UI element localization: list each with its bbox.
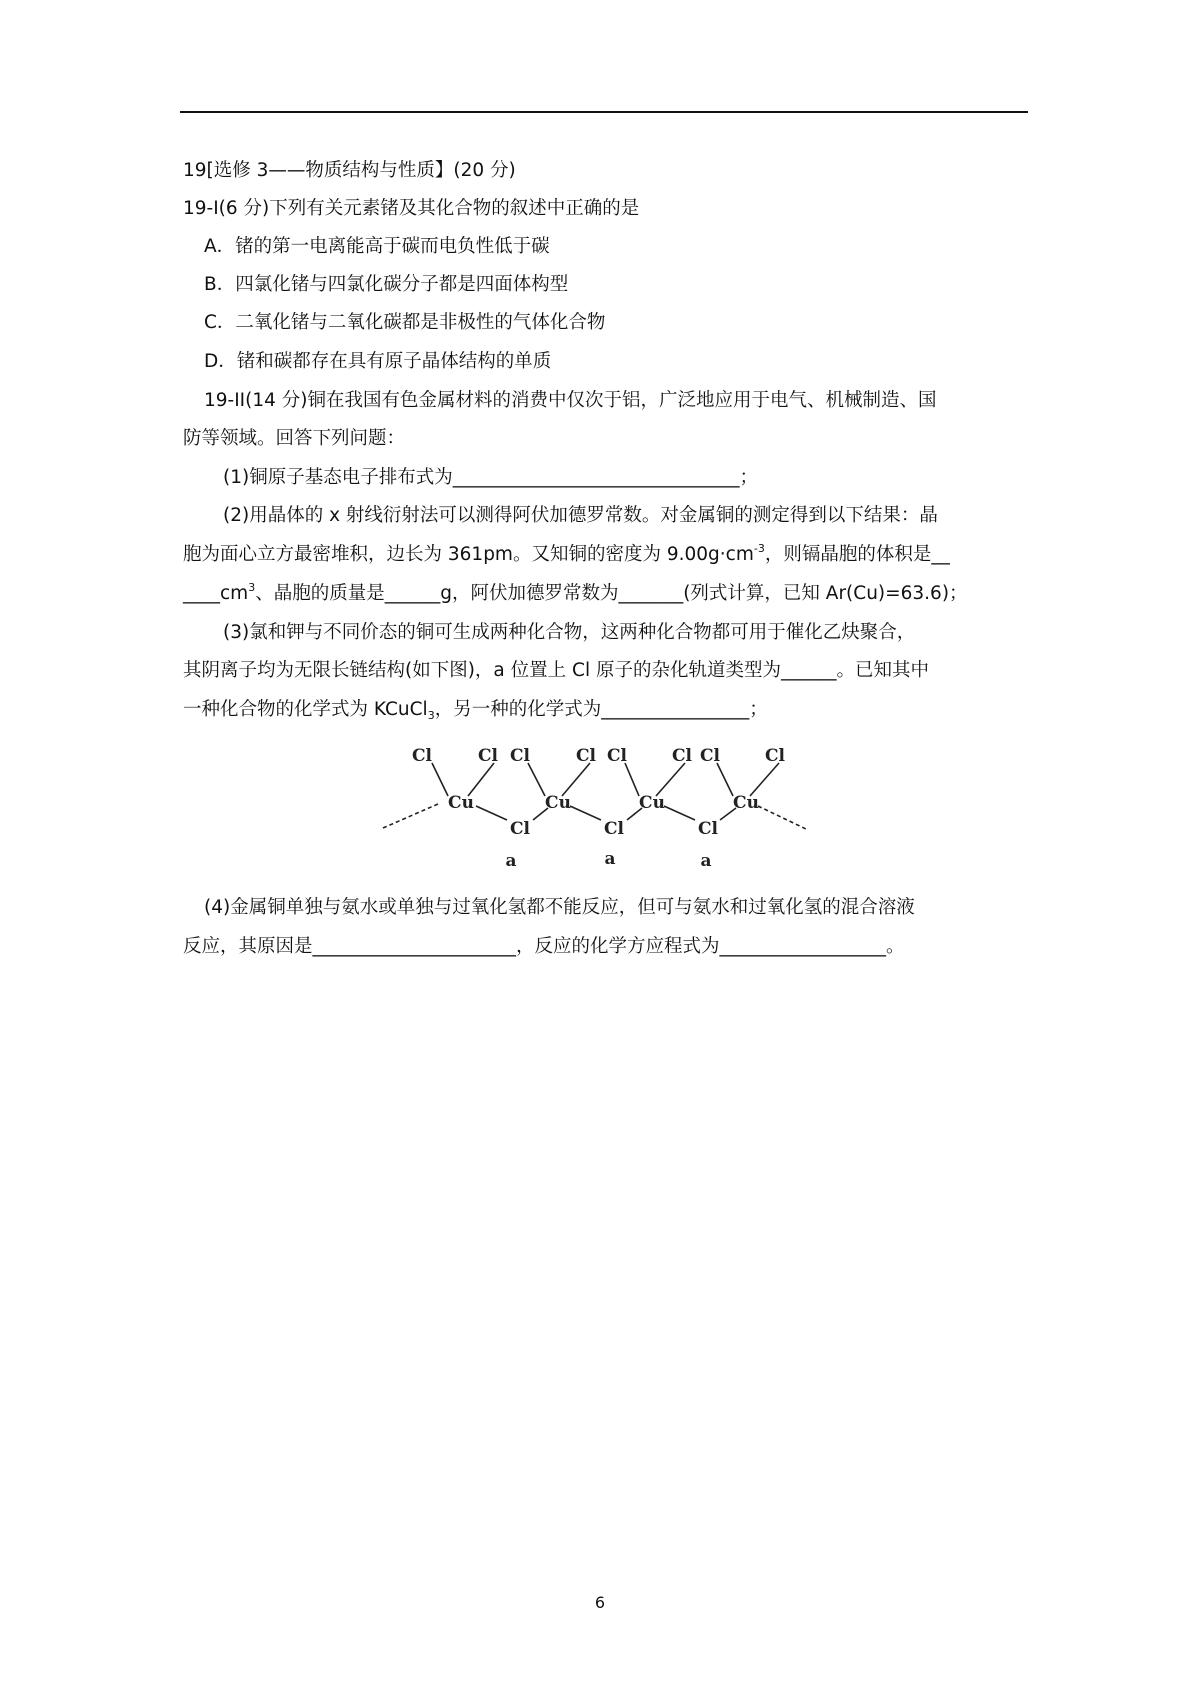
top-cl-label: Cl [412,746,432,766]
bond-line [570,806,601,820]
part1-stem: 19-I(6 分)下列有关元素锗及其化合物的叙述中正确的是 [183,198,640,219]
part2-intro-line1: 19-II(14 分)铜在我国有色金属材料的消费中仅次于铝，广泛地应用于电气、机械制造、国 [204,390,937,411]
bond-line [528,763,545,796]
q3-line3 [183,697,768,723]
q2-line3-superscript: 3 [248,581,256,594]
part2-intro-line2: 防等领域。回答下列问题： [183,428,406,449]
bond-line [625,763,639,796]
cu-label: Cu [639,793,665,813]
q2-line3 [183,581,968,607]
bond-line [476,806,507,820]
q2-line1: (2)用晶体的 x 射线衍射法可以测得阿伏加德罗常数。对金属铜的测定得到以下结果：晶 [223,505,938,526]
position-a-label: a [604,849,616,868]
position-a-label: a [505,851,517,868]
top-cl-label: Cl [765,746,785,766]
q3-line3-text-b: ，另一种的化学式为________________； [434,699,768,720]
cu-label: Cu [545,793,571,813]
q2-line2-text-a: 胞为面心立方最密堆积，边长为 361pm。又知铜的密度为 9.00g·cm [183,544,754,565]
q4-line2: 反应，其原因是______________________，反应的化学方应程式为__________________。 [183,936,905,957]
bridge-cl-label: Cl [510,819,530,839]
dashed-bond-right [758,806,808,830]
q2-line3-text-a: ____cm [183,583,249,604]
top-cl-label: Cl [700,746,720,766]
bond-line [468,763,494,796]
option-a: A．锗的第一电离能高于碳而电负性低于碳 [204,236,550,257]
option-d: D．锗和碳都存在具有原子晶体结构的单质 [204,351,552,372]
option-c: C．二氧化锗与二氧化碳都是非极性的气体化合物 [204,312,606,333]
top-cl-label: Cl [607,746,627,766]
top-cl-label: Cl [510,746,530,766]
bond-line [562,763,590,796]
position-a-label: a [700,851,712,868]
bridge-cl-label: Cl [698,819,718,839]
bond-line [750,763,779,796]
option-b: B．四氯化锗与四氯化碳分子都是四面体构型 [204,274,569,295]
chain-bonds [432,763,779,820]
top-cl-label: Cl [576,746,596,766]
q3-line3-text-a: 一种化合物的化学式为 KCuCl [183,699,428,720]
q3-line1: (3)氯和钾与不同价态的铜可生成两种化合物，这两种化合物都可用于催化乙炔聚合， [223,622,916,643]
q1-line: (1)铜原子基态电子排布式为_______________________________； [223,467,758,488]
bond-line [432,763,448,796]
top-cl-label: Cl [672,746,692,766]
bridge-cl-label: Cl [604,819,624,839]
top-cl-label: Cl [478,746,498,766]
q2-line2-text-b: ，则镉晶胞的体积是__ [764,544,950,565]
cucl-chain-diagram [380,738,820,868]
dashed-bond-left [383,804,438,828]
bond-line [664,806,695,820]
bond-line [717,763,733,796]
bond-line [656,763,685,796]
question-title: 19[选修 3——物质结构与性质】(20 分) [183,160,516,181]
cu-label: Cu [733,793,759,813]
atom-labels [412,746,786,868]
page-number: 6 [594,1593,606,1612]
q3-line3-subscript: 3 [427,709,435,722]
q3-line2: 其阴离子均为无限长链结构(如下图)，a 位置上 Cl 原子的杂化轨道类型为______。已知其中 [183,660,929,681]
q4-line1: (4)金属铜单独与氨水或单独与过氧化氢都不能反应，但可与氨水和过氧化氢的混合溶液 [204,897,915,918]
cu-label: Cu [448,793,474,813]
q2-line2 [183,542,950,568]
q2-line3-text-b: 、晶胞的质量是______g，阿伏加德罗常数为_______(列式计算，已知 Ar(Cu)=63.6)； [255,583,968,604]
header-rule [180,111,1028,113]
q2-line2-superscript: -3 [753,542,765,555]
